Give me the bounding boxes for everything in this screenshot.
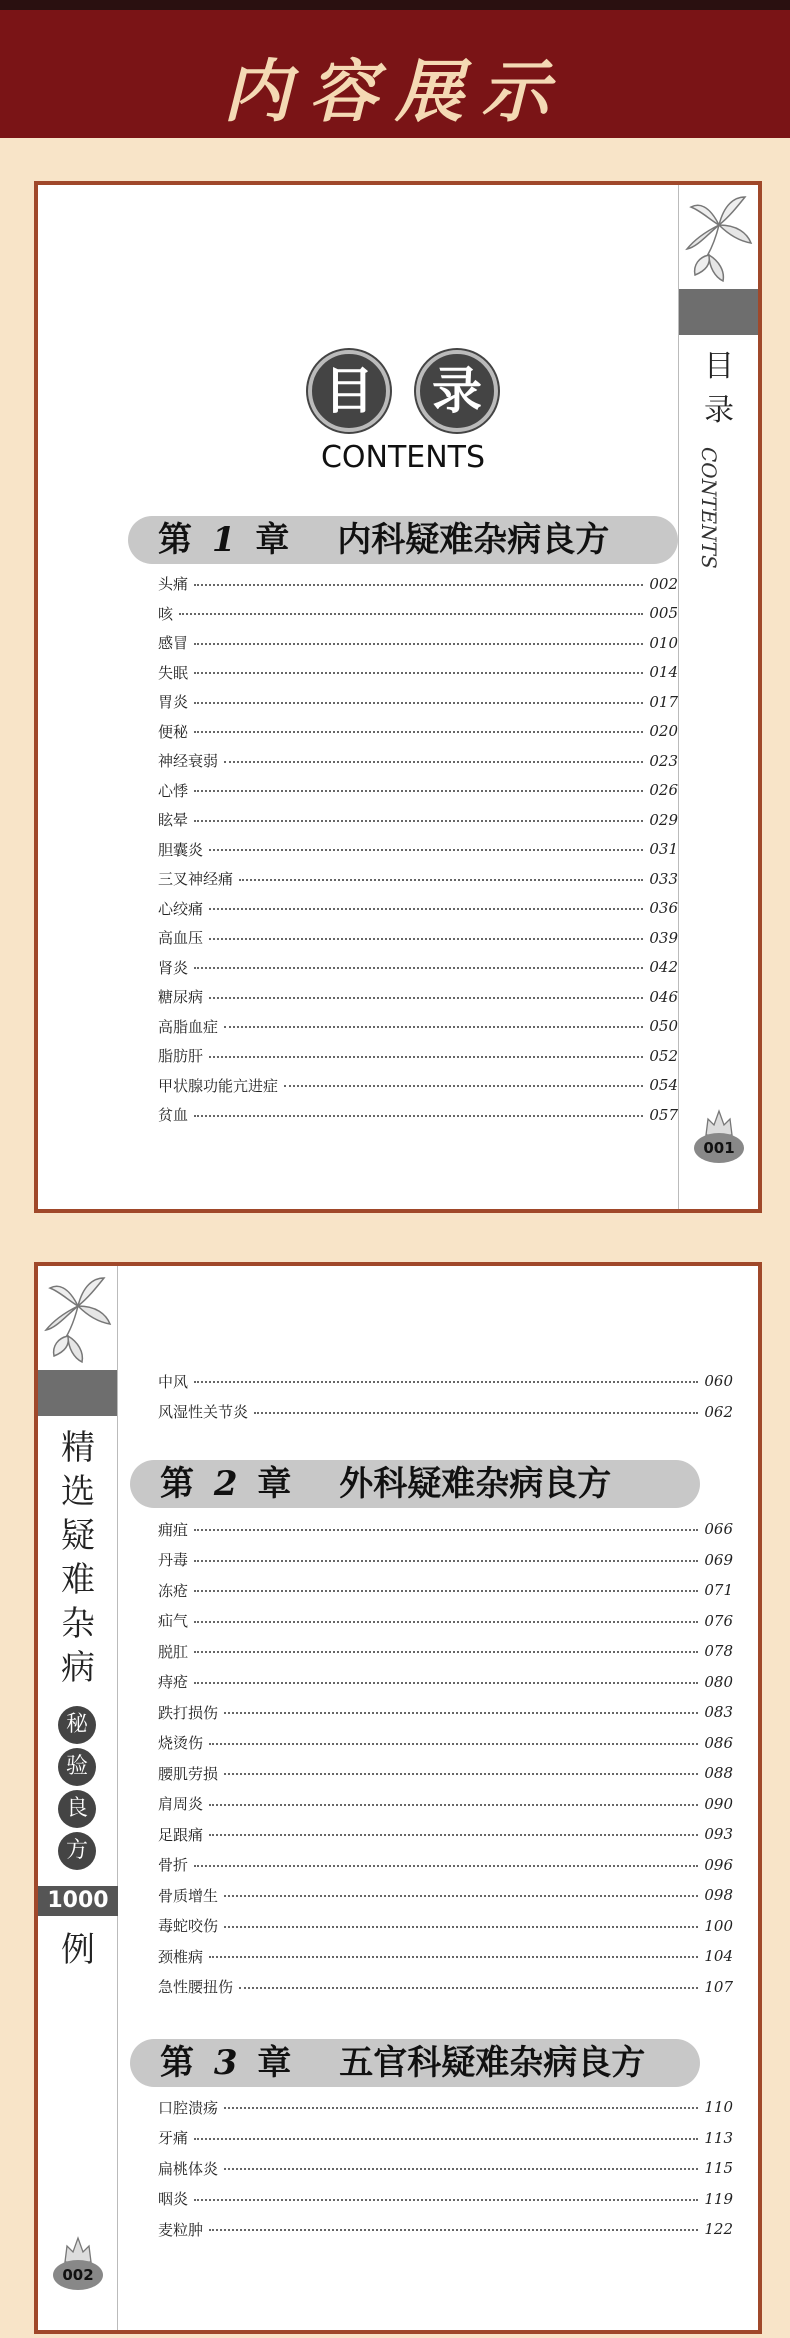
banner xyxy=(0,10,790,138)
dot-leader xyxy=(209,1056,643,1058)
dot-leader xyxy=(224,1712,698,1714)
dot-leader xyxy=(194,967,643,969)
side-title-char: 难 xyxy=(61,1560,95,1600)
toc-entry[interactable] xyxy=(158,1667,733,1698)
page-number-badge xyxy=(694,1105,744,1165)
entry-page: 098 xyxy=(704,1886,733,1905)
entry-page: 060 xyxy=(704,1372,733,1391)
entry-page: 083 xyxy=(704,1703,733,1722)
side-title-char: 录 xyxy=(704,393,734,428)
entry-title: 腰肌劳损 xyxy=(158,1763,224,1784)
toc-entry[interactable] xyxy=(158,1100,678,1130)
toc-entry[interactable] xyxy=(158,864,678,894)
toc-entry[interactable] xyxy=(158,2123,733,2154)
side-circle-char: 方 xyxy=(58,1832,96,1870)
dot-leader xyxy=(254,1412,698,1414)
entry-page: 062 xyxy=(704,1402,733,1421)
chapter-prefix: 第 xyxy=(160,2043,194,2083)
entry-title: 高脂血症 xyxy=(158,1016,224,1037)
entry-title: 心绞痛 xyxy=(158,898,209,919)
entry-title: 贫血 xyxy=(158,1104,194,1125)
entry-page: 026 xyxy=(649,781,678,800)
chapter-number: 2 xyxy=(213,1464,238,1504)
entry-title: 失眠 xyxy=(158,662,194,683)
entry-title: 风湿性关节炎 xyxy=(158,1401,254,1422)
dot-leader xyxy=(194,820,643,822)
chapter-title: 外科疑难杂病良方 xyxy=(339,1464,612,1504)
toc-entry[interactable] xyxy=(158,982,678,1012)
toc-entry[interactable] xyxy=(158,776,678,806)
toc-entry[interactable] xyxy=(158,746,678,776)
dot-leader xyxy=(194,1529,698,1531)
toc-entry[interactable] xyxy=(158,1545,733,1576)
toc-entry[interactable] xyxy=(158,1850,733,1881)
entry-title: 扁桃体炎 xyxy=(158,2158,224,2179)
toc-entry[interactable] xyxy=(158,953,678,983)
side-circle-char: 验 xyxy=(58,1748,96,1786)
chapter-prefix: 第 xyxy=(160,1464,194,1504)
entry-title: 脂肪肝 xyxy=(158,1045,209,1066)
entry-page: 020 xyxy=(649,722,678,741)
entry-page: 010 xyxy=(649,633,678,652)
toc-entry[interactable] xyxy=(158,2092,733,2123)
entry-title: 丹毒 xyxy=(158,1549,194,1570)
side-title-char: 疑 xyxy=(61,1516,95,1556)
toc-page-2 xyxy=(34,1262,762,2334)
entry-page: 017 xyxy=(649,692,678,711)
entry-page: 036 xyxy=(649,899,678,918)
toc-entry[interactable] xyxy=(158,1697,733,1728)
dot-leader xyxy=(194,1115,643,1117)
dot-leader xyxy=(209,2229,698,2231)
entry-title: 冻疮 xyxy=(158,1580,194,1601)
entry-page: 086 xyxy=(704,1733,733,1752)
page-number: 002 xyxy=(53,2260,103,2290)
dot-leader xyxy=(224,1026,643,1028)
toc-entry[interactable] xyxy=(158,1366,733,1397)
dot-leader xyxy=(194,790,643,792)
entry-title: 咽炎 xyxy=(158,2188,194,2209)
side-count: 1000 xyxy=(38,1886,118,1916)
dot-leader xyxy=(224,761,643,763)
toc-list xyxy=(158,569,678,1130)
toc-entry[interactable] xyxy=(158,1728,733,1759)
dot-leader xyxy=(194,1590,698,1592)
entry-title: 头痛 xyxy=(158,573,194,594)
dot-leader xyxy=(224,2107,698,2109)
entry-title: 肩周炎 xyxy=(158,1793,209,1814)
entry-page: 054 xyxy=(649,1076,678,1095)
entry-page: 080 xyxy=(704,1672,733,1691)
entry-page: 113 xyxy=(704,2128,733,2147)
toc-list xyxy=(158,1514,733,2002)
entry-title: 肾炎 xyxy=(158,957,194,978)
chapter-number: 3 xyxy=(213,2043,238,2083)
entry-page: 057 xyxy=(649,1105,678,1124)
dot-leader xyxy=(224,1926,698,1928)
side-title-char: 精 xyxy=(61,1428,95,1468)
entry-title: 糖尿病 xyxy=(158,986,209,1007)
side-circle-stack xyxy=(58,1706,98,1870)
side-title-char: 目 xyxy=(704,349,734,384)
entry-page: 066 xyxy=(704,1520,733,1539)
dot-leader xyxy=(224,1895,698,1897)
chapter-prefix: 第 xyxy=(158,520,192,560)
entry-title: 神经衰弱 xyxy=(158,750,224,771)
entry-title: 脱肛 xyxy=(158,1641,194,1662)
toc-entry[interactable] xyxy=(158,2184,733,2215)
toc-entry[interactable] xyxy=(158,923,678,953)
toc-entry[interactable] xyxy=(158,569,678,599)
entry-title: 麦粒肿 xyxy=(158,2219,209,2240)
dot-leader xyxy=(194,1621,698,1623)
chapter-heading xyxy=(130,1460,700,1508)
entry-page: 050 xyxy=(649,1017,678,1036)
toc-entry[interactable] xyxy=(158,1789,733,1820)
toc-entry[interactable] xyxy=(158,1514,733,1545)
side-title-char: 病 xyxy=(61,1648,95,1688)
side-book-title xyxy=(38,1426,118,1690)
entry-page: 029 xyxy=(649,810,678,829)
entry-title: 颈椎病 xyxy=(158,1946,209,1967)
entry-title: 眩晕 xyxy=(158,809,194,830)
entry-title: 牙痛 xyxy=(158,2127,194,2148)
side-title-char: 杂 xyxy=(61,1604,95,1644)
entry-title: 骨质增生 xyxy=(158,1885,224,1906)
chapter-title: 内科疑难杂病良方 xyxy=(337,520,610,560)
toc-entry[interactable] xyxy=(158,599,678,629)
entry-title: 中风 xyxy=(158,1371,194,1392)
dot-leader xyxy=(239,879,643,881)
contents-word: CONTENTS xyxy=(320,440,486,475)
toc-entry[interactable] xyxy=(158,1941,733,1972)
side-circle-char: 秘 xyxy=(58,1706,96,1744)
chapter-suffix: 章 xyxy=(255,520,290,560)
side-title xyxy=(679,345,759,433)
page-number-badge xyxy=(53,2232,103,2292)
toc-entry[interactable] xyxy=(158,1575,733,1606)
entry-page: 046 xyxy=(649,987,678,1006)
dot-leader xyxy=(209,1834,698,1836)
side-band xyxy=(38,1370,117,1416)
dot-leader xyxy=(209,908,643,910)
entry-page: 071 xyxy=(704,1581,733,1600)
entry-page: 002 xyxy=(649,574,678,593)
toc-list xyxy=(158,1366,733,1427)
entry-page: 100 xyxy=(704,1916,733,1935)
entry-page: 076 xyxy=(704,1611,733,1630)
entry-title: 骨折 xyxy=(158,1854,194,1875)
dot-leader xyxy=(194,643,643,645)
entry-title: 甲状腺功能亢进症 xyxy=(158,1075,284,1096)
dot-leader xyxy=(194,1651,698,1653)
dot-leader xyxy=(179,613,643,615)
entry-title: 疝气 xyxy=(158,1610,194,1631)
entry-title: 毒蛇咬伤 xyxy=(158,1915,224,1936)
toc-entry[interactable] xyxy=(158,687,678,717)
side-strip xyxy=(678,185,758,1209)
toc-entry[interactable] xyxy=(158,1397,733,1428)
dot-leader xyxy=(194,702,643,704)
entry-title: 三叉神经痛 xyxy=(158,868,239,889)
contents-heading xyxy=(238,350,568,480)
toc-entry[interactable] xyxy=(158,1606,733,1637)
entry-page: 039 xyxy=(649,928,678,947)
dot-leader xyxy=(209,938,643,940)
entry-page: 104 xyxy=(704,1947,733,1966)
entry-page: 042 xyxy=(649,958,678,977)
entry-page: 093 xyxy=(704,1825,733,1844)
toc-entry[interactable] xyxy=(158,1071,678,1101)
entry-title: 胆囊炎 xyxy=(158,839,209,860)
toc-entry[interactable] xyxy=(158,835,678,865)
entry-title: 便秘 xyxy=(158,721,194,742)
entry-title: 感冒 xyxy=(158,632,194,653)
toc-entry[interactable] xyxy=(158,717,678,747)
dot-leader xyxy=(209,849,643,851)
entry-page: 031 xyxy=(649,840,678,859)
entry-title: 心悸 xyxy=(158,780,194,801)
toc-entry[interactable] xyxy=(158,1972,733,2003)
page-number: 001 xyxy=(694,1133,744,1163)
side-last-char: 例 xyxy=(61,1930,95,1970)
toc-list xyxy=(158,2092,733,2245)
side-circle-char: 良 xyxy=(58,1790,96,1828)
toc-entry[interactable] xyxy=(158,1880,733,1911)
dot-leader xyxy=(194,731,643,733)
toc-entry[interactable] xyxy=(158,1012,678,1042)
chapter-heading xyxy=(128,516,678,564)
entry-page: 078 xyxy=(704,1642,733,1661)
entry-page: 005 xyxy=(649,604,678,623)
lily-flower-icon xyxy=(679,185,759,285)
heading-char-circle: 目 xyxy=(308,350,390,432)
dot-leader xyxy=(194,2138,698,2140)
toc-entry[interactable] xyxy=(158,1636,733,1667)
toc-entry[interactable] xyxy=(158,1819,733,1850)
heading-char-circle: 录 xyxy=(416,350,498,432)
dot-leader xyxy=(284,1085,643,1087)
chapter-title: 五官科疑难杂病良方 xyxy=(339,2043,646,2083)
entry-page: 014 xyxy=(649,663,678,682)
dot-leader xyxy=(209,1743,698,1745)
dot-leader xyxy=(194,1865,698,1867)
dot-leader xyxy=(194,1682,698,1684)
side-band xyxy=(679,289,758,335)
dot-leader xyxy=(224,2168,698,2170)
toc-entry[interactable] xyxy=(158,628,678,658)
entry-title: 痔疮 xyxy=(158,1671,194,1692)
entry-page: 090 xyxy=(704,1794,733,1813)
toc-entry[interactable] xyxy=(158,2214,733,2245)
toc-page-1 xyxy=(34,181,762,1213)
toc-entry[interactable] xyxy=(158,2153,733,2184)
dot-leader xyxy=(209,1804,698,1806)
entry-page: 096 xyxy=(704,1855,733,1874)
toc-entry[interactable] xyxy=(158,1911,733,1942)
entry-title: 足跟痛 xyxy=(158,1824,209,1845)
dot-leader xyxy=(194,2199,698,2201)
dot-leader xyxy=(194,672,643,674)
toc-entry[interactable] xyxy=(158,658,678,688)
banner-title: 内容展示 xyxy=(222,52,567,132)
side-strip xyxy=(38,1266,118,2330)
toc-entry[interactable] xyxy=(158,1041,678,1071)
entry-title: 胃炎 xyxy=(158,691,194,712)
side-contents xyxy=(697,447,741,627)
entry-page: 088 xyxy=(704,1764,733,1783)
dot-leader xyxy=(194,1560,698,1562)
side-contents-text: CONTENTS xyxy=(697,447,721,569)
entry-page: 115 xyxy=(704,2159,733,2178)
top-strip xyxy=(0,0,790,10)
entry-title: 痈疽 xyxy=(158,1519,194,1540)
entry-page: 069 xyxy=(704,1550,733,1569)
entry-title: 高血压 xyxy=(158,927,209,948)
entry-title: 口腔溃疡 xyxy=(158,2097,224,2118)
entry-title: 急性腰扭伤 xyxy=(158,1976,239,1997)
dot-leader xyxy=(209,997,643,999)
dot-leader xyxy=(239,1987,698,1989)
entry-title: 跌打损伤 xyxy=(158,1702,224,1723)
entry-page: 110 xyxy=(704,2098,733,2117)
entry-page: 122 xyxy=(704,2220,733,2239)
toc-entry[interactable] xyxy=(158,1758,733,1789)
entry-page: 107 xyxy=(704,1977,733,1996)
chapter-number: 1 xyxy=(211,520,236,560)
chapter-suffix: 章 xyxy=(257,2043,292,2083)
entry-page: 033 xyxy=(649,869,678,888)
chapter-suffix: 章 xyxy=(257,1464,292,1504)
dot-leader xyxy=(209,1956,698,1958)
toc-entry[interactable] xyxy=(158,894,678,924)
entry-title: 烧烫伤 xyxy=(158,1732,209,1753)
entry-page: 052 xyxy=(649,1046,678,1065)
chapter-heading xyxy=(130,2039,700,2087)
dot-leader xyxy=(194,584,643,586)
lily-flower-icon xyxy=(38,1266,118,1366)
entry-page: 023 xyxy=(649,751,678,770)
side-title-char: 选 xyxy=(61,1472,95,1512)
dot-leader xyxy=(224,1773,698,1775)
entry-page: 119 xyxy=(704,2189,733,2208)
entry-title: 咳 xyxy=(158,603,179,624)
toc-entry[interactable] xyxy=(158,805,678,835)
dot-leader xyxy=(194,1381,698,1383)
